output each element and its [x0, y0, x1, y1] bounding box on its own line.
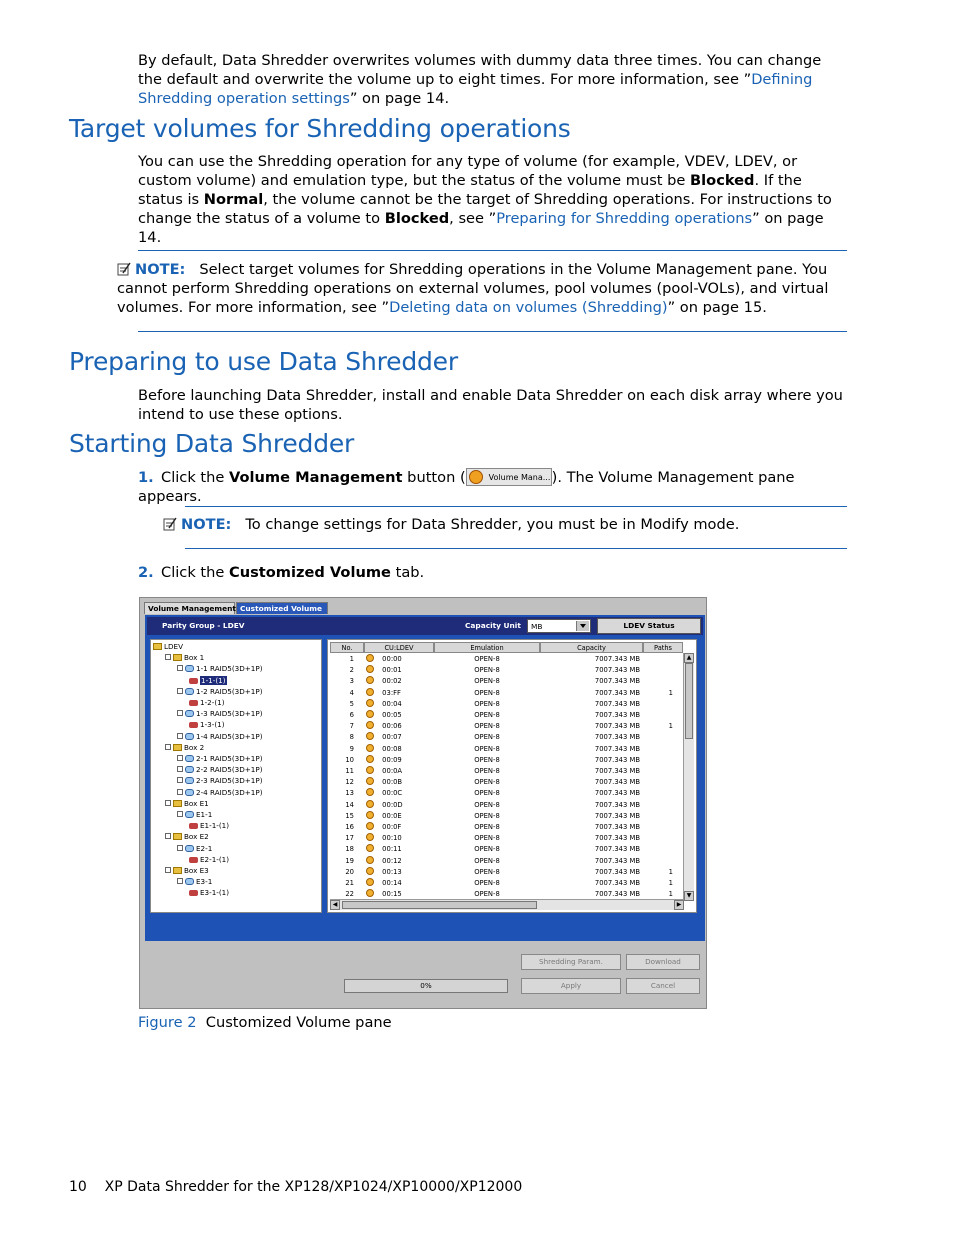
table-cell: 7007.343 MB: [594, 666, 640, 675]
table-cell: 22: [345, 890, 354, 899]
table-cell: OPEN-8: [474, 879, 500, 887]
table-cell: 2: [349, 666, 354, 675]
volume-icon: [366, 744, 374, 752]
table-cell: 03:FF: [366, 688, 426, 699]
expand-toggle-icon[interactable]: [177, 777, 183, 783]
column-header[interactable]: Paths: [643, 642, 683, 653]
table-cell: OPEN-8: [474, 890, 500, 899]
note-1: NOTE: Select target volumes for Shredding operations in the Volume Management pane. You cannot perform Shredding operations on external volumes, pool volumes (pool-VOLs), and virtual volumes. For more information, see ”Deleting data on volumes (Shredding)” on page 15.: [117, 261, 829, 316]
target-volumes-paragraph: You can use the Shredding operation for any type of volume (for example, VDEV, LDEV, or custom volume) and emulation type, but the status of the volume must be Blocked. If the status is Normal, the volume cannot be the target of Shredding operations. For instructions to change the status of a volume to Blocked, see ”Preparing for Shredding operations” on page 14.: [138, 153, 832, 246]
parity-group-icon: [185, 789, 194, 796]
parity-group-icon: [185, 766, 194, 773]
tree-node-label: LDEV: [164, 642, 183, 651]
tree-node-label: E1-1: [196, 810, 213, 819]
volume-management-button[interactable]: Volume Mana...: [466, 468, 552, 486]
table-cell: 8: [349, 733, 354, 742]
tree-node[interactable]: [189, 720, 225, 730]
table-cell: 00:08: [366, 744, 426, 755]
vertical-scroll-thumb[interactable]: [685, 663, 693, 739]
table-cell: OPEN-8: [474, 722, 500, 731]
parity-group-icon: [185, 688, 194, 695]
tree-node[interactable]: [177, 877, 212, 887]
tree-node-label: 1-3-(1): [200, 720, 225, 730]
ldev-key-icon: [189, 857, 198, 863]
volume-icon: [366, 777, 374, 785]
table-row[interactable]: [330, 856, 682, 867]
table-cell: 5: [349, 699, 354, 708]
horizontal-scroll-thumb[interactable]: [342, 901, 537, 909]
tree-node[interactable]: [177, 664, 263, 674]
shredding-param-button[interactable]: Shredding Param.: [521, 954, 621, 970]
tree-node-label: Box 2: [184, 742, 205, 752]
footer-title: XP Data Shredder for the XP128/XP1024/XP10000/XP12000: [104, 1179, 523, 1195]
table-cell: 7007.343 MB: [594, 655, 640, 663]
tree-node[interactable]: [165, 866, 209, 876]
table-cell: 00:09: [366, 755, 426, 766]
note2-rule-bottom: [185, 548, 847, 549]
progress-bar: 0%: [344, 979, 508, 993]
volume-icon: [366, 889, 374, 897]
table-cell: 20: [345, 867, 354, 876]
tree-node[interactable]: [189, 698, 225, 708]
scroll-right-icon[interactable]: ▶: [674, 900, 684, 910]
volume-icon: [366, 833, 374, 841]
tree-node-label: 1-3 RAID5(3D+1P): [196, 709, 263, 719]
volume-icon: [366, 755, 374, 763]
tree-node[interactable]: [177, 687, 263, 697]
tree-node-label: 2-4 RAID5(3D+1P): [196, 787, 263, 797]
table-cell: OPEN-8: [474, 655, 500, 663]
scroll-up-icon[interactable]: ▲: [684, 653, 694, 663]
table-cell: 14: [345, 800, 354, 809]
table-cell: 12: [345, 778, 354, 787]
tree-node-label: E1-1-(1): [200, 821, 230, 831]
table-cell: 00:02: [366, 676, 426, 687]
tree-node[interactable]: [165, 743, 204, 753]
link-defining-shredding-settings[interactable]: Defining Shredding operation settings: [138, 71, 813, 107]
table-cell: OPEN-8: [474, 699, 500, 708]
tree-node[interactable]: [177, 776, 263, 786]
download-button[interactable]: Download: [626, 954, 700, 970]
tree-node[interactable]: [177, 788, 263, 798]
folder-icon: [173, 744, 182, 751]
expand-toggle-icon[interactable]: [177, 688, 183, 694]
table-cell: 00:0C: [366, 788, 426, 799]
expand-toggle-icon[interactable]: [177, 845, 183, 851]
expand-toggle-icon[interactable]: [165, 867, 171, 873]
table-cell: 7007.343 MB: [594, 867, 640, 876]
table-cell: OPEN-8: [474, 677, 500, 686]
table-cell: 7007.343 MB: [594, 733, 640, 742]
expand-toggle-icon[interactable]: [177, 789, 183, 795]
tree-node-label: 2-1 RAID5(3D+1P): [196, 754, 263, 763]
tree-node[interactable]: [177, 765, 263, 775]
expand-toggle-icon[interactable]: [165, 744, 171, 750]
table-cell: 00:00: [366, 654, 426, 665]
folder-icon: [173, 654, 182, 661]
link-preparing-shredding[interactable]: Preparing for Shredding operations: [496, 210, 753, 227]
customized-volume-screenshot: [139, 597, 707, 1009]
ldev-key-icon: [189, 823, 198, 829]
parity-group-icon: [185, 811, 194, 818]
table-row[interactable]: [330, 878, 682, 889]
table-row[interactable]: [330, 744, 682, 755]
table-cell: 4: [349, 688, 354, 697]
table-row[interactable]: [330, 777, 682, 788]
tree-node-label: 1-1-(1): [201, 675, 226, 685]
table-cell: 3: [349, 677, 354, 686]
table-cell: 13: [345, 789, 354, 798]
table-cell: 21: [345, 879, 354, 887]
table-cell: 7: [349, 722, 354, 731]
table-cell: 00:07: [366, 732, 426, 743]
table-cell: 7007.343 MB: [594, 699, 640, 708]
intro-paragraph: By default, Data Shredder overwrites volumes with dummy data three times. You can change the default and overwrite the volume up to eight times. For more information, see ”Defining Shredding operation settings” on page 14.: [138, 52, 822, 107]
parity-group-icon: [185, 777, 194, 784]
table-cell: 7007.343 MB: [594, 744, 640, 753]
tree-node-label: Box E3: [184, 866, 209, 875]
parity-group-icon: [185, 733, 194, 740]
table-row[interactable]: [330, 688, 682, 699]
note-icon: [163, 517, 177, 531]
table-cell: 10: [345, 755, 354, 764]
tree-node[interactable]: [177, 732, 263, 742]
table-cell: OPEN-8: [474, 800, 500, 809]
volume-icon: [366, 867, 374, 875]
table-cell: 1: [668, 688, 673, 697]
table-cell: OPEN-8: [474, 755, 500, 764]
table-cell: OPEN-8: [474, 867, 500, 876]
parity-group-icon: [185, 755, 194, 762]
tree-node[interactable]: [177, 709, 263, 719]
volume-table: [327, 639, 697, 913]
table-cell: 00:0D: [366, 800, 426, 811]
volume-icon: [366, 878, 374, 886]
tree-node[interactable]: [165, 653, 204, 663]
note-icon: [117, 262, 131, 276]
table-cell: OPEN-8: [474, 811, 500, 820]
customized-volume-panel: [145, 615, 705, 941]
table-cell: 7007.343 MB: [594, 688, 640, 697]
table-cell: 7007.343 MB: [594, 890, 640, 899]
table-cell: 00:05: [366, 710, 426, 721]
table-cell: 7007.343 MB: [594, 711, 640, 719]
table-cell: 00:0F: [366, 822, 426, 833]
tree-node[interactable]: [177, 754, 263, 764]
table-cell: 00:10: [366, 833, 426, 844]
tree-node-label: 1-1 RAID5(3D+1P): [196, 664, 263, 674]
table-row[interactable]: [330, 833, 682, 844]
table-cell: 7007.343 MB: [594, 811, 640, 820]
table-cell: 7007.343 MB: [594, 845, 640, 854]
scroll-down-icon[interactable]: ▼: [684, 891, 694, 901]
table-cell: 19: [345, 856, 354, 865]
table-cell: OPEN-8: [474, 823, 500, 831]
table-cell: 00:06: [366, 721, 426, 732]
note2-rule-top: [185, 506, 847, 507]
table-row[interactable]: [330, 811, 682, 822]
parity-group-icon: [185, 845, 194, 852]
table-cell: 7007.343 MB: [594, 677, 640, 686]
table-cell: OPEN-8: [474, 767, 500, 775]
heading-starting: Starting Data Shredder: [69, 429, 355, 458]
volume-icon: [366, 654, 374, 662]
vertical-scrollbar[interactable]: [683, 653, 694, 901]
folder-icon: [173, 800, 182, 807]
page-footer: [69, 1179, 522, 1195]
link-deleting-data[interactable]: Deleting data on volumes (Shredding): [389, 299, 668, 316]
table-cell: 1: [668, 867, 673, 876]
table-cell: 18: [345, 845, 354, 854]
chevron-down-icon: [576, 621, 589, 631]
ldev-key-icon: [189, 678, 198, 684]
table-cell: 1: [349, 655, 354, 663]
table-cell: 15: [345, 811, 354, 820]
figure-caption: [138, 1014, 392, 1031]
volume-management-icon: [469, 470, 483, 484]
table-cell: 00:11: [366, 844, 426, 855]
table-row[interactable]: [330, 867, 682, 878]
capacity-unit-select[interactable]: MB: [527, 619, 591, 633]
table-cell: 1: [668, 722, 673, 731]
table-cell: 1: [668, 879, 673, 887]
table-cell: OPEN-8: [474, 666, 500, 675]
table-cell: OPEN-8: [474, 789, 500, 798]
step-1: 1. Click the Volume Management button ( Volume Mana... ). The Volume Management pane appears.: [138, 469, 795, 505]
table-row[interactable]: [330, 721, 682, 732]
volume-icon: [366, 676, 374, 684]
heading-preparing: Preparing to use Data Shredder: [69, 347, 458, 376]
parity-group-icon: [185, 878, 194, 885]
volume-icon: [366, 844, 374, 852]
tree-node-label: 1-4 RAID5(3D+1P): [196, 731, 263, 741]
tree-node-label: 2-2 RAID5(3D+1P): [196, 765, 263, 775]
tree-node-label: 1-2 RAID5(3D+1P): [196, 686, 263, 696]
column-header[interactable]: CU:LDEV: [364, 642, 434, 653]
parity-group-label: Parity Group - LDEV: [162, 621, 245, 630]
tree-node[interactable]: [189, 821, 229, 831]
table-cell: 00:04: [366, 699, 426, 710]
horizontal-scrollbar[interactable]: [330, 899, 684, 910]
table-cell: OPEN-8: [474, 688, 500, 697]
apply-button[interactable]: Apply: [521, 978, 621, 994]
tree-node[interactable]: [189, 855, 229, 865]
tree-node[interactable]: [189, 676, 227, 686]
tree-node[interactable]: [177, 844, 212, 854]
page-number: 10: [69, 1179, 87, 1195]
step-2: 2. Click the Customized Volume tab.: [138, 564, 425, 581]
table-cell: 7007.343 MB: [594, 856, 640, 865]
column-header[interactable]: Emulation: [434, 642, 540, 653]
note-2: NOTE: To change settings for Data Shredder, you must be in Modify mode.: [163, 515, 843, 534]
table-cell: 00:0E: [366, 811, 426, 822]
note-label: NOTE:: [135, 261, 186, 278]
table-cell: 7007.343 MB: [594, 823, 640, 831]
table-cell: OPEN-8: [474, 778, 500, 787]
table-cell: 7007.343 MB: [594, 722, 640, 731]
table-cell: 7007.343 MB: [594, 800, 640, 809]
expand-toggle-icon[interactable]: [177, 811, 183, 817]
table-cell: 9: [349, 744, 354, 753]
table-cell: 6: [349, 711, 354, 719]
note-rule-top: [138, 250, 847, 251]
tree-node-label: E2-1-(1): [200, 854, 230, 864]
table-cell: 7007.343 MB: [594, 789, 640, 798]
table-cell: 11: [345, 767, 354, 775]
expand-toggle-icon[interactable]: [165, 654, 171, 660]
volume-icon: [366, 800, 374, 808]
volume-icon: [366, 665, 374, 673]
tree-node-label: Box E1: [184, 798, 209, 808]
table-cell: 17: [345, 834, 354, 843]
panel-header: [147, 617, 703, 635]
tree-node[interactable]: [189, 888, 229, 898]
volume-icon: [366, 688, 374, 696]
parity-group-icon: [185, 665, 194, 672]
table-row[interactable]: [330, 732, 682, 743]
volume-icon: [366, 710, 374, 718]
volume-icon: [366, 766, 374, 774]
note-rule-bottom: [138, 331, 847, 332]
tab-volume-management[interactable]: Volume Management: [144, 602, 235, 614]
table-row[interactable]: [330, 665, 682, 676]
folder-icon: [173, 833, 182, 840]
ldev-key-icon: [189, 722, 198, 728]
table-cell: 7007.343 MB: [594, 834, 640, 843]
expand-toggle-icon[interactable]: [165, 833, 171, 839]
table-cell: 16: [345, 823, 354, 831]
tree-node[interactable]: [153, 642, 183, 652]
volume-icon: [366, 721, 374, 729]
table-row[interactable]: [330, 676, 682, 687]
tree-node-label: E3-1: [196, 877, 213, 887]
table-cell: 7007.343 MB: [594, 778, 640, 787]
tree-node-label: E3-1-(1): [200, 888, 230, 898]
parity-group-icon: [185, 710, 194, 717]
volume-icon: [366, 856, 374, 864]
tree-node[interactable]: [165, 799, 209, 809]
table-cell: 00:13: [366, 867, 426, 878]
table-row[interactable]: [330, 800, 682, 811]
folder-icon: [153, 643, 162, 650]
expand-toggle-icon[interactable]: [177, 766, 183, 772]
table-row[interactable]: [330, 755, 682, 766]
cancel-button[interactable]: Cancel: [626, 978, 700, 994]
table-cell: OPEN-8: [474, 845, 500, 854]
tree-node-label: 2-3 RAID5(3D+1P): [196, 776, 263, 786]
expand-toggle-icon[interactable]: [177, 878, 183, 884]
column-header[interactable]: Capacity: [540, 642, 643, 653]
capacity-unit-label: Capacity Unit: [465, 621, 521, 630]
table-row[interactable]: [330, 654, 682, 665]
column-header[interactable]: No.: [330, 642, 364, 653]
folder-icon: [173, 867, 182, 874]
volume-icon: [366, 811, 374, 819]
table-cell: 00:01: [366, 665, 426, 676]
tree-node-label: E2-1: [196, 843, 213, 853]
figure-title: Customized Volume pane: [205, 1014, 392, 1031]
table-cell: OPEN-8: [474, 834, 500, 843]
table-cell: 00:14: [366, 878, 426, 889]
table-cell: 00:15: [366, 889, 426, 900]
expand-toggle-icon[interactable]: [177, 665, 183, 671]
heading-target-volumes: Target volumes for Shredding operations: [69, 114, 571, 143]
table-cell: OPEN-8: [474, 711, 500, 719]
table-cell: OPEN-8: [474, 733, 500, 742]
ldev-tree[interactable]: [150, 639, 322, 913]
tree-node-label: Box E2: [184, 832, 209, 842]
table-cell: 1: [668, 890, 673, 899]
volume-icon: [366, 699, 374, 707]
tree-node-label: 1-2-(1): [200, 698, 225, 707]
table-cell: 7007.343 MB: [594, 879, 640, 887]
tree-node[interactable]: [165, 832, 209, 842]
preparing-paragraph: Before launching Data Shredder, install and enable Data Shredder on each disk array where you intend to use these options.: [138, 387, 843, 423]
table-cell: 00:0B: [366, 777, 426, 788]
expand-toggle-icon[interactable]: [165, 800, 171, 806]
table-cell: 00:12: [366, 856, 426, 867]
volume-icon: [366, 732, 374, 740]
expand-toggle-icon[interactable]: [177, 710, 183, 716]
tree-node-label: Box 1: [184, 653, 205, 663]
table-row[interactable]: [330, 788, 682, 799]
tree-node[interactable]: [177, 810, 212, 820]
ldev-status-button[interactable]: LDEV Status: [597, 618, 701, 634]
table-cell: OPEN-8: [474, 744, 500, 753]
table-cell: OPEN-8: [474, 856, 500, 865]
table-row[interactable]: [330, 710, 682, 721]
table-cell: 7007.343 MB: [594, 767, 640, 775]
table-cell: 00:0A: [366, 766, 426, 777]
ldev-key-icon: [189, 700, 198, 706]
expand-toggle-icon[interactable]: [177, 733, 183, 739]
table-cell: 7007.343 MB: [594, 755, 640, 764]
scroll-left-icon[interactable]: ◀: [330, 900, 340, 910]
ldev-key-icon: [189, 890, 198, 896]
tab-customized-volume[interactable]: Customized Volume: [236, 602, 328, 614]
table-row[interactable]: [330, 844, 682, 855]
figure-label: Figure 2: [138, 1014, 197, 1031]
volume-icon: [366, 788, 374, 796]
table-row[interactable]: [330, 822, 682, 833]
table-row[interactable]: [330, 766, 682, 777]
volume-icon: [366, 822, 374, 830]
table-row[interactable]: [330, 699, 682, 710]
expand-toggle-icon[interactable]: [177, 755, 183, 761]
